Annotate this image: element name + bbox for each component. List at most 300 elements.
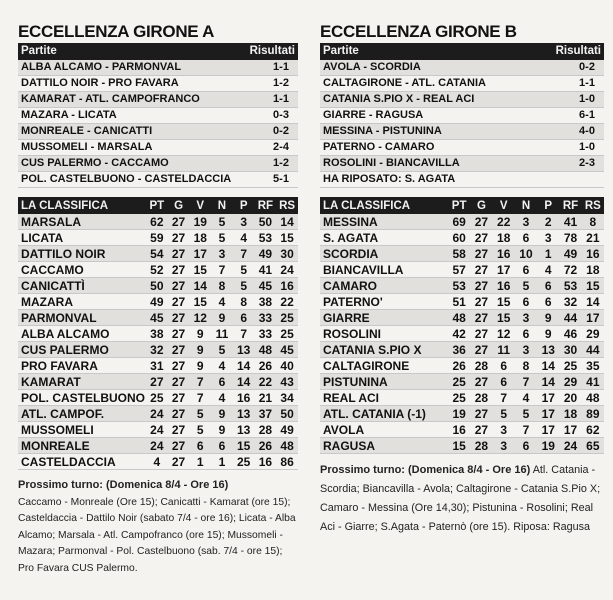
stat-cell: 22 xyxy=(493,214,515,230)
stat-cell: 27 xyxy=(470,246,492,262)
stat-cell: 6 xyxy=(233,310,255,326)
standings-row xyxy=(320,246,604,262)
stat-cell: 27 xyxy=(168,454,190,470)
team-name: MARSALA xyxy=(18,214,146,230)
stat-cell: 48 xyxy=(276,438,298,454)
stat-cell: 14 xyxy=(233,358,255,374)
stat-cell: 15 xyxy=(493,310,515,326)
standings-row xyxy=(320,342,604,358)
stat-cell: 3 xyxy=(493,422,515,438)
stat-cell: 27 xyxy=(470,422,492,438)
stat-cell: 7 xyxy=(515,422,537,438)
stat-cell: 40 xyxy=(276,358,298,374)
girone-b-title: ECCELLENZA GIRONE B xyxy=(320,22,517,41)
stat-cell: 46 xyxy=(559,326,581,342)
stat-cell: 37 xyxy=(255,406,277,422)
next-round-label: Prossimo turno: (Domenica 8/4 - Ore 16) xyxy=(320,464,531,476)
stat-cell: 8 xyxy=(515,358,537,374)
stat-cell: 24 xyxy=(559,438,581,454)
stat-cell: 14 xyxy=(537,358,559,374)
team-name: CAMARO xyxy=(320,278,448,294)
stat-cell: 51 xyxy=(448,294,470,310)
stat-cell: 5 xyxy=(493,406,515,422)
stat-cell: 8 xyxy=(211,278,233,294)
stat-cell: 26 xyxy=(448,358,470,374)
stat-cell: 25 xyxy=(559,358,581,374)
standings-row xyxy=(18,214,298,230)
stat-cell: 48 xyxy=(255,342,277,358)
match-row xyxy=(18,172,298,188)
standings-row xyxy=(18,358,298,374)
stat-cell: 1 xyxy=(189,454,211,470)
stat-cell: 9 xyxy=(189,326,211,342)
stat-cell: 27 xyxy=(470,374,492,390)
stat-cell: 1 xyxy=(537,246,559,262)
stat-cell: 3 xyxy=(515,214,537,230)
stat-cell: 58 xyxy=(448,246,470,262)
stat-cell: 11 xyxy=(211,326,233,342)
standings-row xyxy=(320,278,604,294)
standings-row xyxy=(320,230,604,246)
match-row xyxy=(320,124,604,140)
stat-cell: 24 xyxy=(146,438,168,454)
stat-cell: 1 xyxy=(211,454,233,470)
team-name: MUSSOMELI xyxy=(18,422,146,438)
stat-cell: 44 xyxy=(559,310,581,326)
stat-cell: 9 xyxy=(189,342,211,358)
standings-col-header: G xyxy=(168,197,190,214)
stat-cell: 27 xyxy=(470,214,492,230)
stat-cell: 27 xyxy=(470,310,492,326)
stat-cell: 14 xyxy=(276,214,298,230)
stat-cell: 6 xyxy=(515,262,537,278)
standings-row xyxy=(18,230,298,246)
matches-header-label: Partite xyxy=(21,45,57,57)
stat-cell: 5 xyxy=(189,406,211,422)
team-name: S. AGATA xyxy=(320,230,448,246)
stat-cell: 86 xyxy=(276,454,298,470)
standings-title: LA CLASSIFICA xyxy=(18,197,146,214)
stat-cell: 15 xyxy=(276,230,298,246)
match-row xyxy=(320,76,604,92)
stat-cell: 9 xyxy=(189,358,211,374)
standings-col-header: PT xyxy=(448,197,470,214)
standings-col-header: RF xyxy=(559,197,581,214)
stat-cell: 27 xyxy=(168,358,190,374)
stat-cell: 10 xyxy=(515,246,537,262)
stat-cell: 9 xyxy=(211,422,233,438)
stat-cell: 6 xyxy=(537,278,559,294)
standings-row xyxy=(18,278,298,294)
team-name: PATERNO' xyxy=(320,294,448,310)
stat-cell: 78 xyxy=(559,230,581,246)
stat-cell: 62 xyxy=(582,422,604,438)
girone-a-title: ECCELLENZA GIRONE A xyxy=(18,22,215,41)
next-round-label: Prossimo turno: (Domenica 8/4 - Ore 16) xyxy=(18,479,229,491)
stat-cell: 38 xyxy=(255,294,277,310)
match-teams: MONREALE - CANICATTI xyxy=(21,125,153,137)
stat-cell: 54 xyxy=(146,246,168,262)
stat-cell: 15 xyxy=(233,438,255,454)
stat-cell: 27 xyxy=(470,326,492,342)
stat-cell: 27 xyxy=(146,374,168,390)
girone-b-column xyxy=(320,0,604,537)
stat-cell: 18 xyxy=(559,406,581,422)
stat-cell: 27 xyxy=(470,406,492,422)
stat-cell: 44 xyxy=(582,342,604,358)
stat-cell: 16 xyxy=(493,246,515,262)
stat-cell: 17 xyxy=(582,310,604,326)
standings-row xyxy=(18,374,298,390)
stat-cell: 4 xyxy=(211,358,233,374)
stat-cell: 25 xyxy=(448,374,470,390)
stat-cell: 27 xyxy=(470,230,492,246)
team-name: CUS PALERMO xyxy=(18,342,146,358)
team-name: MAZARA xyxy=(18,294,146,310)
stat-cell: 57 xyxy=(448,262,470,278)
standings-header-row xyxy=(320,197,604,214)
stat-cell: 52 xyxy=(146,262,168,278)
team-name: REAL ACI xyxy=(320,390,448,406)
stat-cell: 49 xyxy=(559,246,581,262)
stat-cell: 14 xyxy=(189,278,211,294)
stat-cell: 3 xyxy=(211,246,233,262)
match-teams: MUSSOMELI - MARSALA xyxy=(21,141,153,153)
stat-cell: 4 xyxy=(233,230,255,246)
team-name: PISTUNINA xyxy=(320,374,448,390)
stat-cell: 6 xyxy=(189,438,211,454)
stat-cell: 5 xyxy=(233,278,255,294)
stat-cell: 17 xyxy=(537,406,559,422)
stat-cell: 26 xyxy=(255,438,277,454)
stat-cell: 30 xyxy=(276,246,298,262)
stat-cell: 32 xyxy=(559,294,581,310)
stat-cell: 35 xyxy=(582,358,604,374)
match-teams: CATANIA S.PIO X - REAL ACI xyxy=(323,93,475,105)
stat-cell: 25 xyxy=(448,390,470,406)
stat-cell: 16 xyxy=(448,422,470,438)
stat-cell: 21 xyxy=(582,230,604,246)
stat-cell: 25 xyxy=(276,310,298,326)
stat-cell: 31 xyxy=(146,358,168,374)
stat-cell: 27 xyxy=(168,214,190,230)
match-teams: ROSOLINI - BIANCAVILLA xyxy=(323,157,460,169)
stat-cell: 11 xyxy=(493,342,515,358)
stat-cell: 3 xyxy=(515,342,537,358)
stat-cell: 7 xyxy=(189,374,211,390)
match-teams: CALTAGIRONE - ATL. CATANIA xyxy=(323,77,486,89)
girone-a-standings-table xyxy=(18,197,298,470)
match-result: 6-1 xyxy=(579,109,595,121)
stat-cell: 28 xyxy=(470,390,492,406)
stat-cell: 7 xyxy=(493,390,515,406)
team-name: MONREALE xyxy=(18,438,146,454)
stat-cell: 19 xyxy=(448,406,470,422)
stat-cell: 18 xyxy=(493,230,515,246)
stat-cell: 7 xyxy=(189,390,211,406)
stat-cell: 12 xyxy=(493,326,515,342)
stat-cell: 5 xyxy=(515,278,537,294)
match-teams: HA RIPOSATO: S. AGATA xyxy=(323,173,456,185)
girone-b-matches-header xyxy=(320,43,604,60)
stat-cell: 42 xyxy=(448,326,470,342)
match-row xyxy=(320,140,604,156)
stat-cell: 34 xyxy=(276,390,298,406)
match-teams: ALBA ALCAMO - PARMONVAL xyxy=(21,61,182,73)
stat-cell: 41 xyxy=(582,374,604,390)
stat-cell: 7 xyxy=(233,246,255,262)
stat-cell: 48 xyxy=(582,390,604,406)
match-row xyxy=(320,156,604,172)
team-name: CASTELDACCIA xyxy=(18,454,146,470)
girone-b-standings-table xyxy=(320,197,604,454)
stat-cell: 49 xyxy=(276,422,298,438)
stat-cell: 25 xyxy=(146,390,168,406)
match-result: 1-0 xyxy=(579,93,595,105)
team-name: PRO FAVARA xyxy=(18,358,146,374)
stat-cell: 26 xyxy=(255,358,277,374)
stat-cell: 25 xyxy=(233,454,255,470)
standings-row xyxy=(320,422,604,438)
match-result: 1-2 xyxy=(273,157,289,169)
stat-cell: 36 xyxy=(448,342,470,358)
standings-col-header: V xyxy=(189,197,211,214)
stat-cell: 69 xyxy=(448,214,470,230)
next-round-text: Atl. Catania - Scordia; Biancavilla - Avola; Caltagirone - Catania S.Pio X; Camaro - Messina (Ore 14,30); Pistunina - Rosolini; Real Aci - Giarre; S.Agata - Paternò (ore 15). Riposa: Ragusa xyxy=(320,464,601,533)
match-teams: DATTILO NOIR - PRO FAVARA xyxy=(21,77,179,89)
team-name: POL. CASTELBUONO xyxy=(18,390,146,406)
match-row xyxy=(18,60,298,76)
stat-cell: 3 xyxy=(537,230,559,246)
standings-row xyxy=(320,262,604,278)
stat-cell: 28 xyxy=(470,358,492,374)
stat-cell: 24 xyxy=(276,262,298,278)
team-name: LICATA xyxy=(18,230,146,246)
standings-row xyxy=(320,390,604,406)
stat-cell: 41 xyxy=(559,214,581,230)
stat-cell: 27 xyxy=(168,342,190,358)
match-teams: KAMARAT - ATL. CAMPOFRANCO xyxy=(21,93,200,105)
stat-cell: 27 xyxy=(470,262,492,278)
match-result: 2-3 xyxy=(579,157,595,169)
stat-cell: 18 xyxy=(582,262,604,278)
stat-cell: 60 xyxy=(448,230,470,246)
stat-cell: 53 xyxy=(255,230,277,246)
match-result: 0-2 xyxy=(579,61,595,73)
stat-cell: 30 xyxy=(559,342,581,358)
match-result: 1-1 xyxy=(273,93,289,105)
team-name: SCORDIA xyxy=(320,246,448,262)
team-name: CATANIA S.PIO X xyxy=(320,342,448,358)
stat-cell: 24 xyxy=(146,422,168,438)
stat-cell: 6 xyxy=(515,438,537,454)
results-header-label: Risultati xyxy=(249,45,295,57)
stat-cell: 6 xyxy=(515,326,537,342)
team-name: CACCAMO xyxy=(18,262,146,278)
stat-cell: 14 xyxy=(233,374,255,390)
stat-cell: 17 xyxy=(537,390,559,406)
stat-cell: 9 xyxy=(211,310,233,326)
girone-a-matches-list xyxy=(18,60,298,188)
stat-cell: 17 xyxy=(189,246,211,262)
team-name: ATL. CAMPOF. xyxy=(18,406,146,422)
stat-cell: 19 xyxy=(189,214,211,230)
stat-cell: 5 xyxy=(211,230,233,246)
stat-cell: 25 xyxy=(276,326,298,342)
stat-cell: 7 xyxy=(233,326,255,342)
stat-cell: 17 xyxy=(537,422,559,438)
stat-cell: 16 xyxy=(233,390,255,406)
team-name: ALBA ALCAMO xyxy=(18,326,146,342)
stat-cell: 15 xyxy=(493,294,515,310)
stat-cell: 17 xyxy=(559,422,581,438)
stat-cell: 3 xyxy=(515,310,537,326)
stat-cell: 6 xyxy=(493,374,515,390)
stat-cell: 19 xyxy=(537,438,559,454)
stat-cell: 14 xyxy=(582,294,604,310)
stat-cell: 15 xyxy=(189,262,211,278)
stat-cell: 3 xyxy=(233,214,255,230)
stat-cell: 27 xyxy=(168,438,190,454)
stat-cell: 8 xyxy=(582,214,604,230)
stat-cell: 27 xyxy=(168,374,190,390)
stat-cell: 27 xyxy=(168,326,190,342)
stat-cell: 6 xyxy=(493,358,515,374)
stat-cell: 13 xyxy=(233,406,255,422)
stat-cell: 45 xyxy=(276,342,298,358)
stat-cell: 9 xyxy=(211,406,233,422)
match-teams: MAZARA - LICATA xyxy=(21,109,117,121)
stat-cell: 22 xyxy=(276,294,298,310)
match-teams: CUS PALERMO - CACCAMO xyxy=(21,157,169,169)
match-row xyxy=(18,92,298,108)
stat-cell: 5 xyxy=(515,406,537,422)
standings-col-header: RF xyxy=(255,197,277,214)
stat-cell: 4 xyxy=(515,390,537,406)
match-result xyxy=(573,172,601,187)
stat-cell: 49 xyxy=(146,294,168,310)
stat-cell: 32 xyxy=(146,342,168,358)
stat-cell: 5 xyxy=(211,214,233,230)
girone-a-matches-header xyxy=(18,43,298,60)
team-name: RAGUSA xyxy=(320,438,448,454)
team-name: PARMONVAL xyxy=(18,310,146,326)
stat-cell: 28 xyxy=(255,422,277,438)
match-teams: GIARRE - RAGUSA xyxy=(323,109,424,121)
stat-cell: 13 xyxy=(233,422,255,438)
team-name: CALTAGIRONE xyxy=(320,358,448,374)
standings-row xyxy=(18,454,298,470)
stat-cell: 20 xyxy=(559,390,581,406)
stat-cell: 27 xyxy=(168,422,190,438)
stat-cell: 9 xyxy=(537,326,559,342)
team-name: MESSINA xyxy=(320,214,448,230)
match-row xyxy=(320,172,604,188)
standings-col-header: RS xyxy=(276,197,298,214)
team-name: KAMARAT xyxy=(18,374,146,390)
standings-title: LA CLASSIFICA xyxy=(320,197,448,214)
stat-cell: 6 xyxy=(211,438,233,454)
standings-row xyxy=(320,326,604,342)
stat-cell: 43 xyxy=(276,374,298,390)
standings-row xyxy=(18,422,298,438)
match-result: 1-1 xyxy=(579,77,595,89)
standings-row xyxy=(18,342,298,358)
stat-cell: 13 xyxy=(233,342,255,358)
stat-cell: 59 xyxy=(146,230,168,246)
stat-cell: 6 xyxy=(515,230,537,246)
stat-cell: 48 xyxy=(448,310,470,326)
stat-cell: 29 xyxy=(582,326,604,342)
stat-cell: 50 xyxy=(146,278,168,294)
standings-row xyxy=(18,246,298,262)
stat-cell: 27 xyxy=(470,294,492,310)
stat-cell: 5 xyxy=(233,262,255,278)
stat-cell: 50 xyxy=(276,406,298,422)
stat-cell: 7 xyxy=(211,262,233,278)
standings-col-header: PT xyxy=(146,197,168,214)
match-result: 1-2 xyxy=(273,77,289,89)
stat-cell: 22 xyxy=(255,374,277,390)
stat-cell: 12 xyxy=(189,310,211,326)
stat-cell: 53 xyxy=(448,278,470,294)
stat-cell: 27 xyxy=(168,294,190,310)
match-result: 1-0 xyxy=(579,141,595,153)
stat-cell: 4 xyxy=(211,390,233,406)
stat-cell: 4 xyxy=(211,294,233,310)
stat-cell: 7 xyxy=(515,374,537,390)
stat-cell: 45 xyxy=(146,310,168,326)
girone-b-next-round xyxy=(320,461,604,537)
stat-cell: 5 xyxy=(189,422,211,438)
standings-row xyxy=(320,374,604,390)
team-name: BIANCAVILLA xyxy=(320,262,448,278)
stat-cell: 33 xyxy=(255,310,277,326)
match-row xyxy=(18,76,298,92)
girone-a-next-round xyxy=(18,477,298,577)
stat-cell: 27 xyxy=(168,310,190,326)
team-name: CANICATTÌ xyxy=(18,278,146,294)
stat-cell: 17 xyxy=(493,262,515,278)
girone-b-matches-list xyxy=(320,60,604,188)
stat-cell: 27 xyxy=(470,278,492,294)
match-row xyxy=(320,92,604,108)
match-row xyxy=(18,156,298,172)
team-name: ATL. CATANIA (-1) xyxy=(320,406,448,422)
results-header-label: Risultati xyxy=(555,45,601,57)
match-row xyxy=(320,60,604,76)
stat-cell: 27 xyxy=(168,390,190,406)
match-result: 4-0 xyxy=(579,125,595,137)
match-row xyxy=(18,124,298,140)
stat-cell: 33 xyxy=(255,326,277,342)
stat-cell: 2 xyxy=(537,214,559,230)
stat-cell: 50 xyxy=(255,214,277,230)
stat-cell: 38 xyxy=(146,326,168,342)
stat-cell: 13 xyxy=(537,342,559,358)
stat-cell: 41 xyxy=(255,262,277,278)
stat-cell: 29 xyxy=(559,374,581,390)
standings-row xyxy=(18,310,298,326)
stat-cell: 6 xyxy=(537,294,559,310)
match-row xyxy=(320,108,604,124)
standings-row xyxy=(18,406,298,422)
match-teams: POL. CASTELBUONO - CASTELDACCIA xyxy=(21,173,232,185)
match-result: 5-1 xyxy=(273,173,289,185)
standings-col-header: V xyxy=(493,197,515,214)
stat-cell: 14 xyxy=(537,374,559,390)
stat-cell: 9 xyxy=(537,310,559,326)
